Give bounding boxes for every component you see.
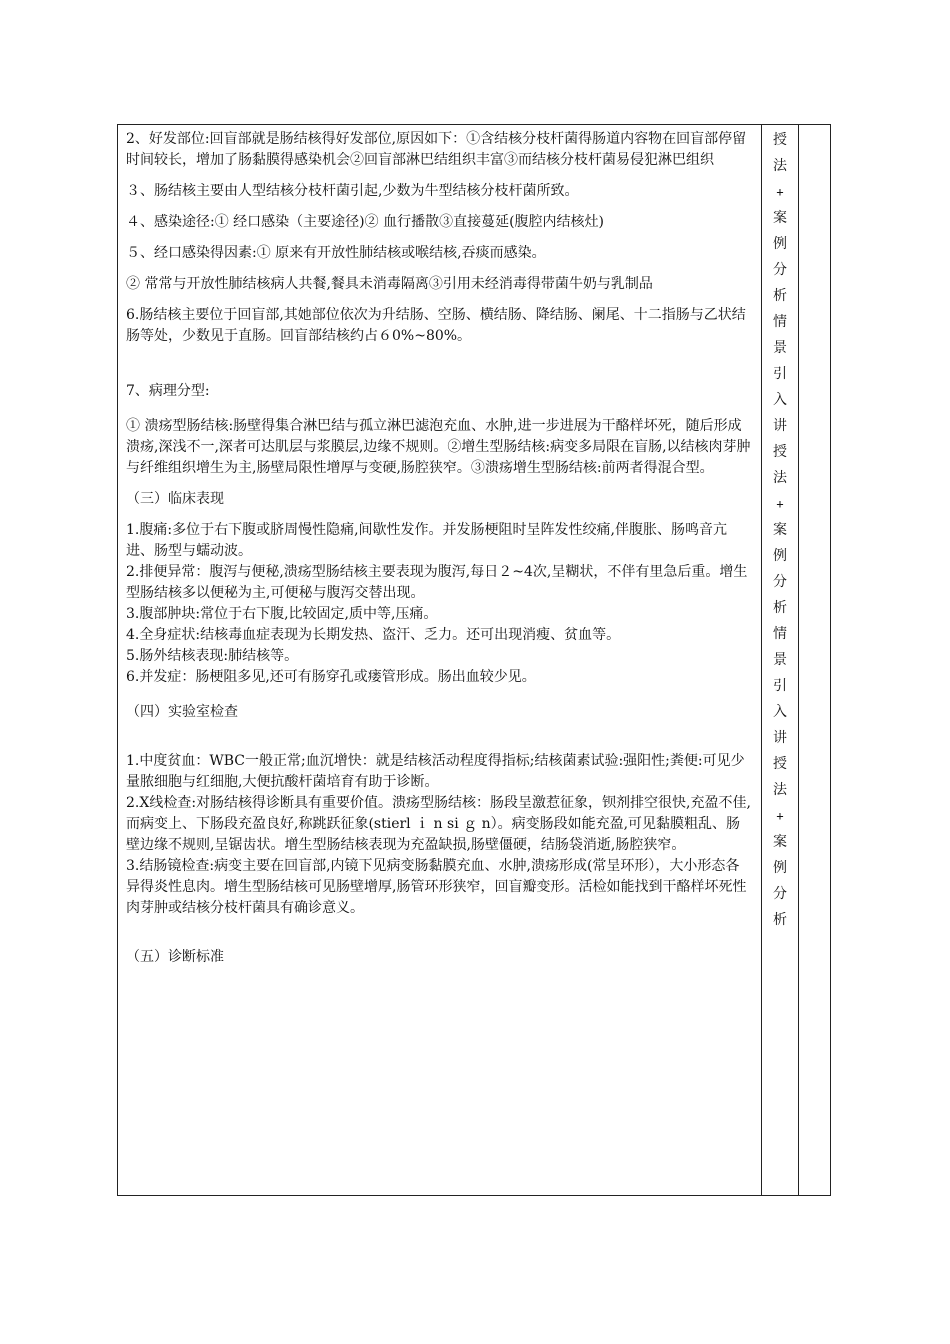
paragraph-systemic-symptoms: 4.全身症状:结核毒血症表现为长期发热、盗汗、乏力。还可出现消瘦、贫血等。 bbox=[126, 627, 621, 643]
method-char: 案 bbox=[773, 210, 787, 226]
method-char: 例 bbox=[773, 548, 787, 564]
method-char: 析 bbox=[773, 912, 787, 928]
paragraph-extraintestinal: 5.肠外结核表现:肺结核等。 bbox=[126, 648, 299, 664]
paragraph-abdominal-pain: 1.腹痛:多位于右下腹或脐周慢性隐痛,间歇性发作。并发肠梗阻时呈阵发性绞痛,伴腹胀、肠鸣音亢进、肠型与蠕动波。 bbox=[126, 522, 727, 559]
method-char: 讲 bbox=[773, 730, 787, 746]
method-char: 入 bbox=[773, 392, 787, 408]
method-char: 引 bbox=[773, 366, 787, 382]
method-char: 授 bbox=[773, 756, 787, 772]
content-body bbox=[118, 125, 761, 968]
method-char: + bbox=[776, 809, 784, 823]
method-char: 法 bbox=[773, 158, 787, 174]
paragraph-location: 6.肠结核主要位于回盲部,其她部位依次为升结肠、空肠、横结肠、降结肠、阑尾、十二指肠与乙状结肠等处，少数见于直肠。回盲部结核约占６0%~80%。 bbox=[126, 307, 746, 344]
paragraph-pathology-heading: 7、病理分型: bbox=[126, 383, 210, 399]
empty-cell bbox=[799, 125, 830, 1195]
method-char: 授 bbox=[773, 132, 787, 148]
paragraph-bowel-abnormality: 2.排便异常：腹泻与便秘,溃疡型肠结核主要表现为腹泻,每日２~4次,呈糊状，不伴有里急后重。增生型肠结核多以便秘为主,可便秘与腹泻交替出现。 bbox=[126, 564, 748, 601]
section-heading-diagnosis: （五）诊断标准 bbox=[126, 949, 224, 965]
method-char: 景 bbox=[773, 340, 787, 356]
method-char: 分 bbox=[773, 262, 787, 278]
method-char: 情 bbox=[773, 314, 787, 330]
teaching-method-text bbox=[762, 125, 798, 933]
content-cell bbox=[118, 125, 762, 1195]
method-char: 法 bbox=[773, 782, 787, 798]
method-char: + bbox=[776, 185, 784, 199]
lesson-table bbox=[117, 124, 831, 1196]
paragraph-infection-route: ４、感染途径:① 经口感染（主要途径)② 血行播散③直接蔓延(腹腔内结核灶) bbox=[126, 214, 605, 230]
paragraph-abdominal-mass: 3.腹部肿块:常位于右下腹,比较固定,质中等,压痛。 bbox=[126, 606, 438, 622]
method-char: 案 bbox=[773, 522, 787, 538]
method-char: 情 bbox=[773, 626, 787, 642]
method-char: + bbox=[776, 497, 784, 511]
method-char: 例 bbox=[773, 860, 787, 876]
paragraph-colonoscopy: 3.结肠镜检查:病变主要在回盲部,内镜下见病变肠黏膜充血、水肿,溃疡形成(常呈环形），大小形态各异得炎性息肉。增生型肠结核可见肠壁增厚,肠管环形狭窄，回盲瓣变形。活检如能找到干酪样坏死性肉芽肿或结核分枝杆菌具有确诊意义。 bbox=[126, 858, 747, 916]
section-heading-lab: （四）实验室检查 bbox=[126, 704, 238, 720]
teaching-method-cell bbox=[762, 125, 799, 1195]
method-char: 授 bbox=[773, 444, 787, 460]
paragraph-complications: 6.并发症：肠梗阻多见,还可有肠穿孔或瘘管形成。肠出血较少见。 bbox=[126, 669, 536, 685]
method-char: 景 bbox=[773, 652, 787, 668]
method-char: 讲 bbox=[773, 418, 787, 434]
paragraph-pathology-types: ① 溃疡型肠结核:肠壁得集合淋巴结与孤立淋巴滤泡充血、水肿,进一步进展为干酪样坏死，随后形成溃疡,深浅不一,深者可达肌层与浆膜层,边缘不规则。②增生型肠结核:病变多局限在盲肠,以结核肉芽肿与纤维组织增生为主,肠壁局限性增厚与变硬,肠腔狭窄。③溃疡增生型肠结核:前两者得混合型。 bbox=[126, 418, 751, 476]
paragraph-oral-infection-factors: ５、经口感染得因素:① 原来有开放性肺结核或喉结核,吞痰而感染。 bbox=[126, 245, 546, 261]
paragraph-xray: 2.X线检查:对肠结核得诊断具有重要价值。溃疡型肠结核：肠段呈激惹征象，钡剂排空很快,充盈不佳,而病变上、下肠段充盈良好,称跳跃征象(stierl ｉ n si ｇ n）。病变肠段如能充盈,可见黏膜粗乱、肠壁边缘不规则,呈锯齿状。增生型肠结核表现为充盈缺损,肠壁僵硬，结肠袋消逝,肠腔狭窄。 bbox=[126, 795, 751, 853]
method-char: 例 bbox=[773, 236, 787, 252]
method-char: 析 bbox=[773, 600, 787, 616]
method-char: 分 bbox=[773, 574, 787, 590]
method-char: 入 bbox=[773, 704, 787, 720]
paragraph-pathogen: ３、肠结核主要由人型结核分枝杆菌引起,少数为牛型结核分枝杆菌所致。 bbox=[126, 183, 579, 199]
method-char: 案 bbox=[773, 834, 787, 850]
paragraph-predilection-site: 2、好发部位:回盲部就是肠结核得好发部位,原因如下：①含结核分枝杆菌得肠道内容物在回盲部停留时间较长，增加了肠黏膜得感染机会②回盲部淋巴结组织丰富③而结核分枝杆菌易侵犯淋巴组织 bbox=[126, 131, 747, 168]
method-char: 分 bbox=[773, 886, 787, 902]
paragraph-anemia: 1.中度贫血：WBC一般正常;血沉增快：就是结核活动程度得指标;结核菌素试验:强阳性;粪便:可见少量脓细胞与红细胞,大便抗酸杆菌培育有助于诊断。 bbox=[126, 753, 745, 790]
method-char: 引 bbox=[773, 678, 787, 694]
method-char: 析 bbox=[773, 288, 787, 304]
method-char: 法 bbox=[773, 470, 787, 486]
section-heading-clinical: （三）临床表现 bbox=[126, 491, 224, 507]
paragraph-oral-infection-factors-2: ② 常常与开放性肺结核病人共餐,餐具未消毒隔离③引用未经消毒得带菌牛奶与乳制品 bbox=[126, 276, 653, 292]
